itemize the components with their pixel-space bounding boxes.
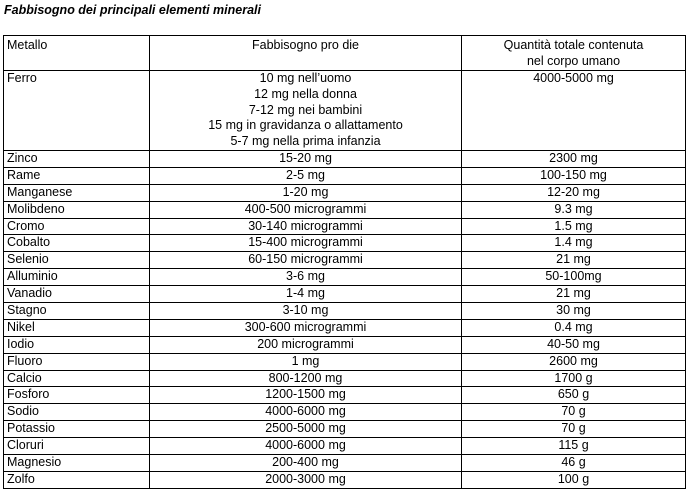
table-row [4,269,686,286]
cell-total: 40-50 mg [462,336,686,353]
table-row [4,387,686,404]
cell-requirement: 200-400 mg [150,455,462,472]
cell-total: 46 g [462,455,686,472]
header-requirement: Fabbisogno pro die [150,36,462,71]
table-row [4,201,686,218]
cell-total: 650 g [462,387,686,404]
table-row [4,286,686,303]
cell-requirement: 15-400 microgrammi [150,235,462,252]
table-row [4,319,686,336]
cell-requirement: 2000-3000 mg [150,471,462,488]
table-row [4,235,686,252]
cell-requirement: 1200-1500 mg [150,387,462,404]
table-body [4,36,686,489]
cell-total: 12-20 mg [462,184,686,201]
cell-total: 2600 mg [462,353,686,370]
cell-total: 1700 g [462,370,686,387]
cell-metal: Potassio [4,421,150,438]
cell-metal: Selenio [4,252,150,269]
table-row [4,252,686,269]
cell-total: 21 mg [462,286,686,303]
table-row [4,455,686,472]
table-row [4,303,686,320]
table-row [4,167,686,184]
table-row [4,218,686,235]
cell-total: 115 g [462,438,686,455]
requirement-line: 5-7 mg nella prima infanzia [230,134,381,149]
cell-metal: Sodio [4,404,150,421]
cell-metal: Zinco [4,150,150,167]
cell-metal: Ferro [4,71,150,151]
table-row-ferro [4,71,686,151]
cell-total: 4000-5000 mg [462,71,686,151]
table-header-row [4,36,686,71]
cell-total: 100 g [462,471,686,488]
cell-total: 50-100mg [462,269,686,286]
table-row [4,438,686,455]
cell-requirement: 2500-5000 mg [150,421,462,438]
cell-requirement: 60-150 microgrammi [150,252,462,269]
cell-metal: Magnesio [4,455,150,472]
requirement-line: 12 mg nella donna [254,86,357,101]
cell-total: 21 mg [462,252,686,269]
cell-metal: Fluoro [4,353,150,370]
header-metal: Metallo [4,36,150,71]
table-row [4,336,686,353]
header-total [462,36,686,71]
cell-requirement: 1 mg [150,353,462,370]
cell-metal: Cobalto [4,235,150,252]
cell-metal: Alluminio [4,269,150,286]
cell-total: 70 g [462,421,686,438]
table-row [4,370,686,387]
cell-metal: Fosforo [4,387,150,404]
header-total-line-2: nel corpo umano [526,53,621,68]
page-title: Fabbisogno dei principali elementi minerali [4,3,261,17]
cell-total: 0.4 mg [462,319,686,336]
cell-requirement: 2-5 mg [150,167,462,184]
cell-metal: Vanadio [4,286,150,303]
cell-metal: Stagno [4,303,150,320]
table-row [4,471,686,488]
cell-total: 9.3 mg [462,201,686,218]
table-row [4,150,686,167]
table-row [4,353,686,370]
cell-requirement: 4000-6000 mg [150,438,462,455]
cell-total: 1.5 mg [462,218,686,235]
cell-requirement: 400-500 microgrammi [150,201,462,218]
cell-total: 30 mg [462,303,686,320]
table-row [4,184,686,201]
cell-total: 2300 mg [462,150,686,167]
cell-requirement: 1-20 mg [150,184,462,201]
header-total-line-1: Quantità totale contenuta [503,38,644,52]
cell-requirement: 200 microgrammi [150,336,462,353]
cell-requirement: 30-140 microgrammi [150,218,462,235]
cell-requirement: 300-600 microgrammi [150,319,462,336]
minerals-table [3,35,686,489]
cell-total: 1.4 mg [462,235,686,252]
cell-total: 100-150 mg [462,167,686,184]
cell-metal: Molibdeno [4,201,150,218]
cell-requirement: 15-20 mg [150,150,462,167]
cell-requirement: 4000-6000 mg [150,404,462,421]
cell-requirement: 3-10 mg [150,303,462,320]
table-row [4,404,686,421]
cell-requirement: 1-4 mg [150,286,462,303]
cell-metal: Nikel [4,319,150,336]
requirement-line: 7-12 mg nei bambini [248,102,363,117]
cell-metal: Zolfo [4,471,150,488]
requirement-line: 10 mg nell’uomo [259,71,352,85]
cell-requirement: 800-1200 mg [150,370,462,387]
cell-metal: Calcio [4,370,150,387]
cell-requirement-multiline [150,71,462,151]
cell-metal: Iodio [4,336,150,353]
cell-requirement: 3-6 mg [150,269,462,286]
cell-metal: Cromo [4,218,150,235]
cell-metal: Rame [4,167,150,184]
requirement-line: 15 mg in gravidanza o allattamento [208,118,403,133]
cell-total: 70 g [462,404,686,421]
cell-metal: Cloruri [4,438,150,455]
table-row [4,421,686,438]
cell-metal: Manganese [4,184,150,201]
